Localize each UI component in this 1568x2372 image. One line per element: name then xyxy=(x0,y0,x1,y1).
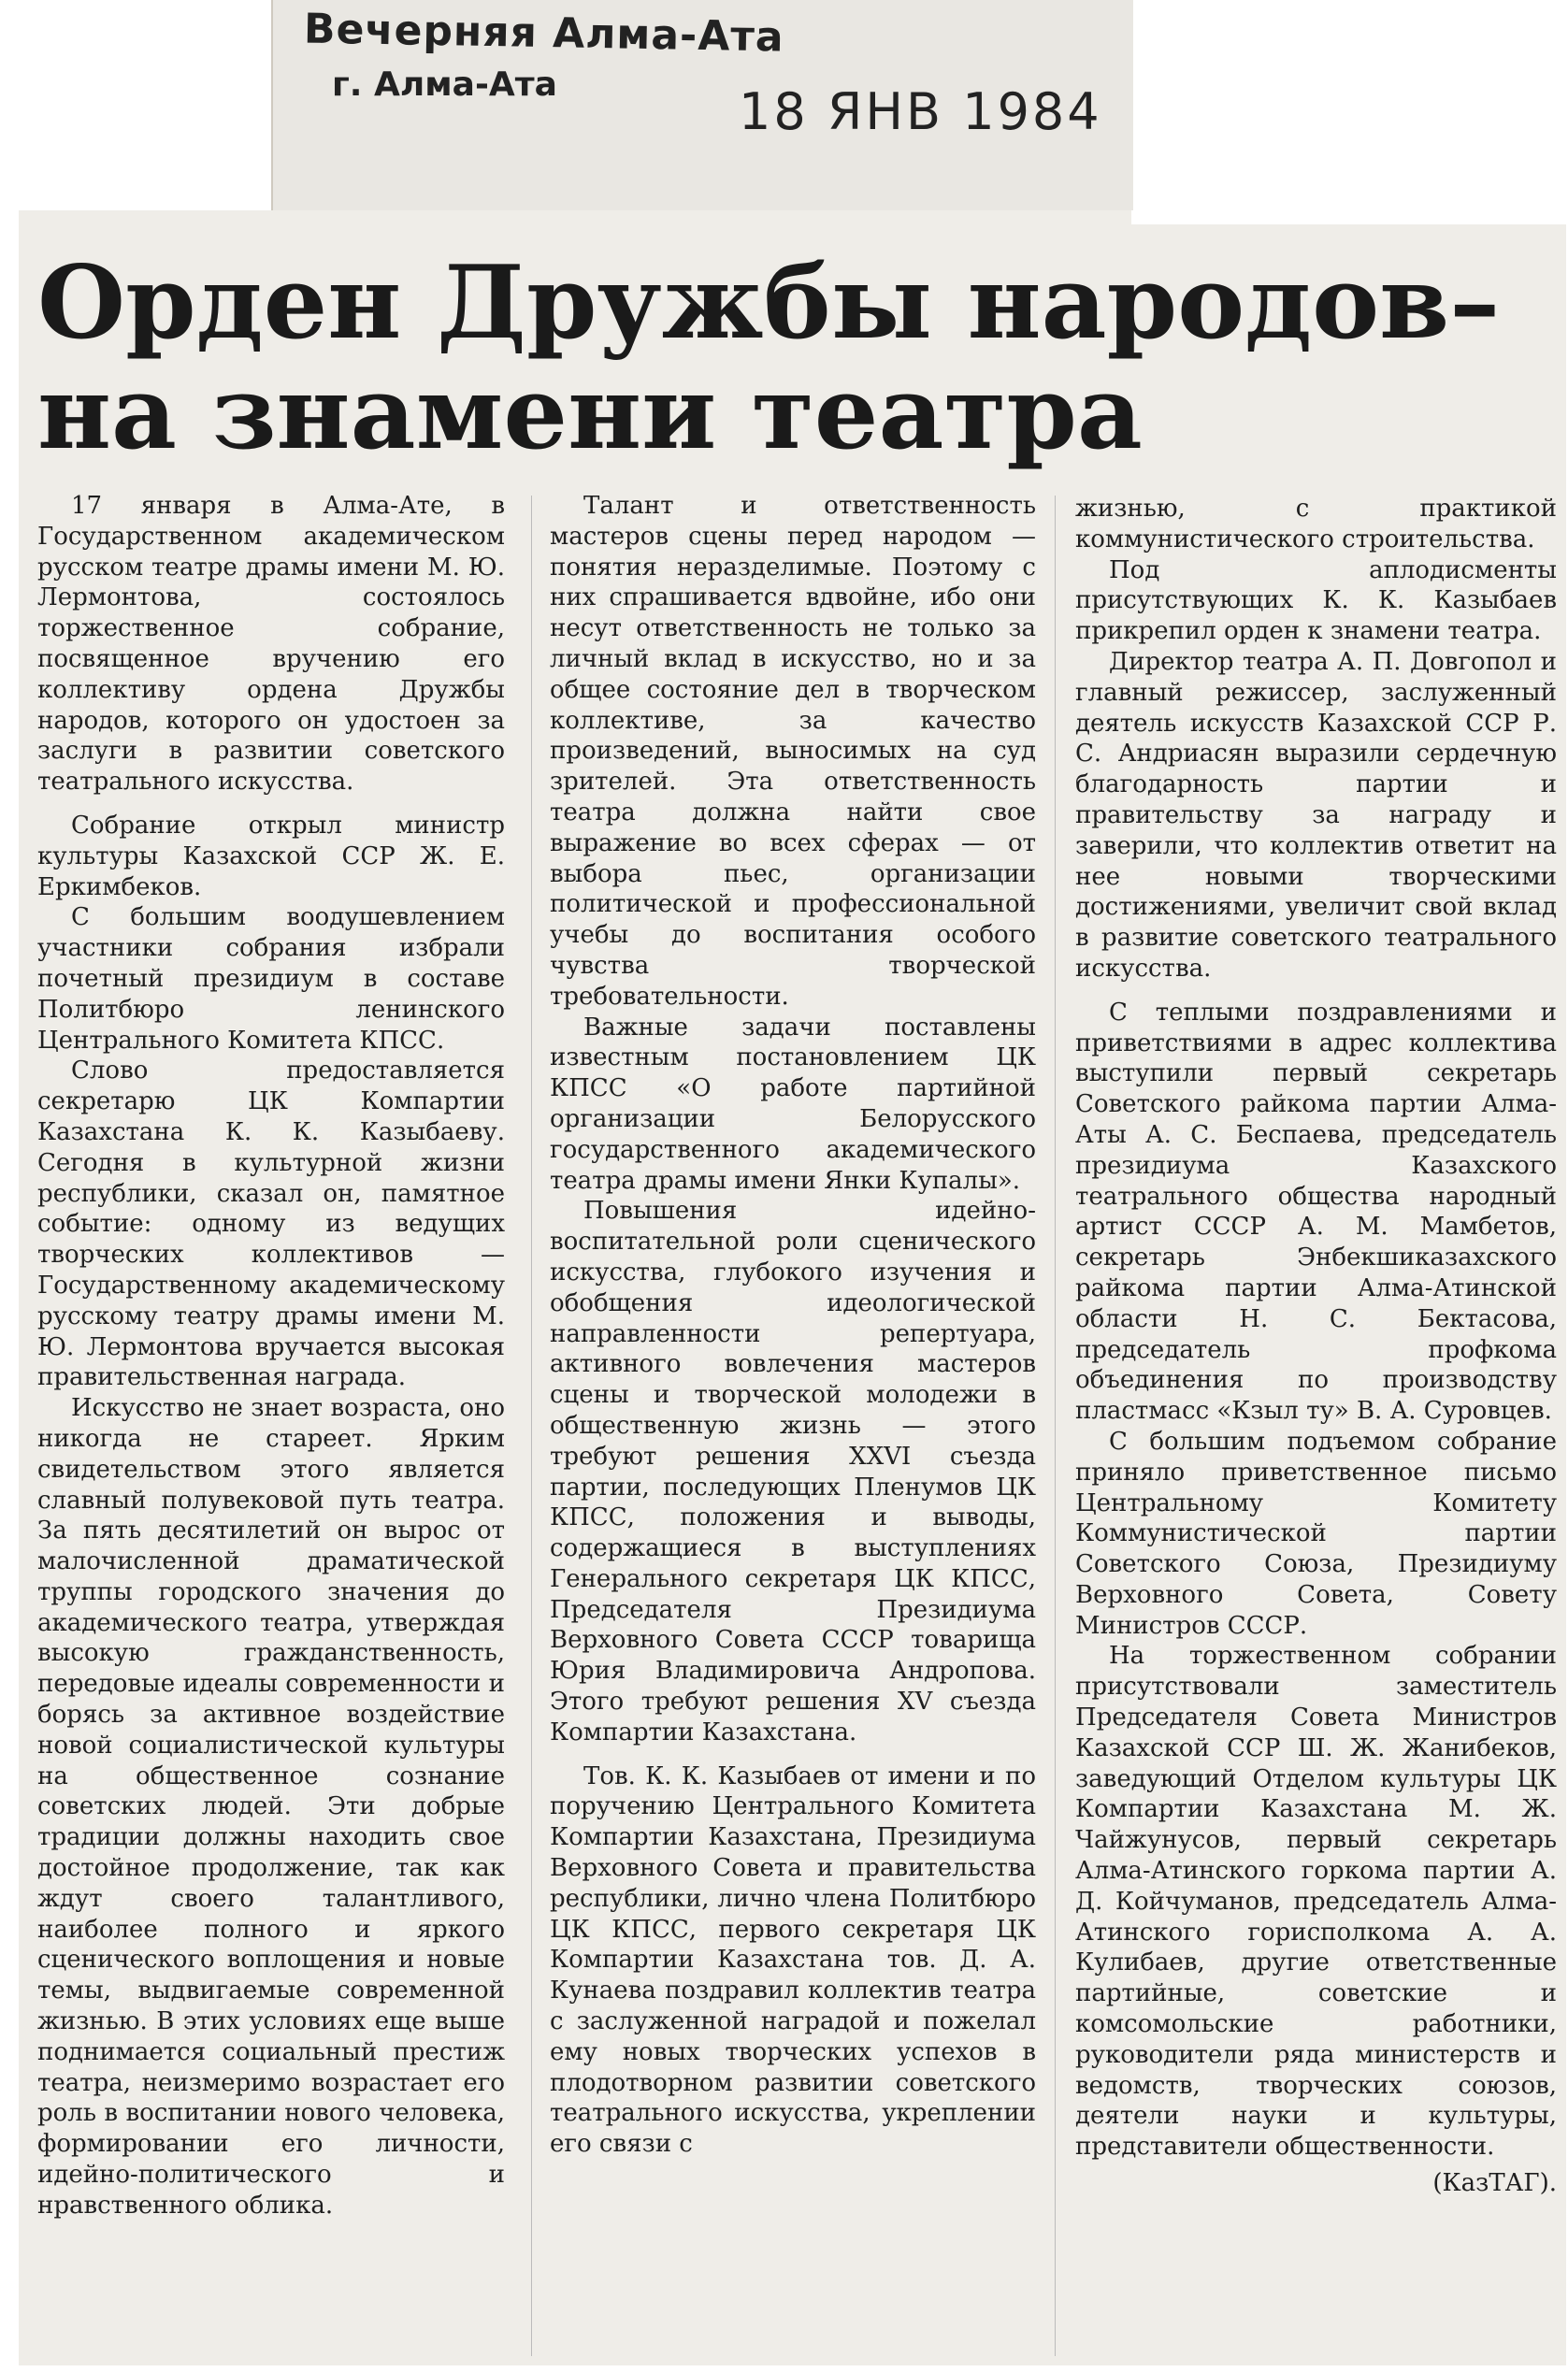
paragraph: С большим подъемом собрание приняло приветственное письмо Центральному Комитету Коммунистической партии Советского Союза, Президиуму Верховного Совета, Совету Министров СССР. xyxy=(1075,1427,1557,1640)
paragraph: Искусство не знает возраста, оно никогда не стареет. Ярким свидетельством этого является славный полувековой путь театра. За пять десятилетий он вырос от малочисленной драматической труппы городского значения до академического театра, утверждая высокую гражданственность, передовые идеалы современности и борясь за активное воздействие новой социалистической культуры на общественное сознание советских людей. Эти добрые традиции должны находить свое достойное продолжение, так как ждут своего талантливого, наиболее полного и яркого сценического воплощения и новые темы, выдвигаемые современной жизнью. В этих условиях еще выше поднимается социальный престиж театра, неизмеримо возрастает его роль в воспитании нового человека, формировании его личности, идейно-политического и нравственного облика. xyxy=(37,1394,505,2220)
paragraph: На торжественном собрании присутствовали заместитель Председателя Совета Министров Казахской ССР Ш. Ж. Жанибеков, заведующий Отделом культуры ЦК Компартии Казахстана М. Ж. Чайжунусов, первый секретарь Алма-Атинского горкома партии А. Д. Койчуманов, председатель Алма-Атинского горисполкома А. А. Кулибаев, другие ответственные партийные, советские и комсомольские работники, руководители ряда министерств и ведомств, творческих союзов, деятели науки и культуры, представители общественности. xyxy=(1075,1642,1557,2162)
paragraph: Директор театра А. П. Довгопол и главный режиссер, заслуженный деятель искусств Казахской ССР Р. С. Андриасян выразили сердечную благодарность партии и правительству за награду и заверили, что коллектив ответит на нее новыми творческими достижениями, увеличит свой вклад в развитие советского театрального искусства. xyxy=(1075,647,1557,983)
column-divider xyxy=(531,496,532,2356)
article-headline xyxy=(37,244,1533,472)
paragraph: Талант и ответственность мастеров сцены перед народом — понятия неразделимые. Поэтому с них спрашивается вдвойне, ибо они несут ответственность не только за личный вклад в искусство, но и за общее состояние дел в творческом коллективе, за качество произведений, выносимых на суд зрителей. Эта ответственность театра должна найти свое выражение во всех сферах — от выбора пьес, организации политической и профессиональной учебы до воспитания особого чувства творческой требовательности. xyxy=(550,492,1036,1011)
paragraph: С теплыми поздравлениями и приветствиями в адрес коллектива выступили первый секретарь Советского райкома партии Алма-Аты А. С. Беспаева, председатель президиума Казахского театрального общества народный артист СССР А. М. Мамбетов, секретарь Энбекшиказахского райкома партии Алма-Атинской области Н. С. Бектасова, председатель профкома объединения по производству пластмасс «Кзыл ту» В. А. Суровцев. xyxy=(1075,998,1557,1426)
column-divider xyxy=(1055,496,1056,2356)
headline-line-1: Орден Дружбы народов– xyxy=(37,244,1501,362)
article-column-3 xyxy=(1075,494,1557,2199)
paragraph: жизнью, с практикой коммунистического строительства. xyxy=(1075,495,1557,553)
stamp-date: 18 ЯНВ 1984 xyxy=(739,82,1102,141)
paragraph: С большим воодушевлением участники собрания избрали почетный президиум в составе Политбюро ленинского Центрального Комитета КПСС. xyxy=(37,903,505,1055)
paragraph: Важные задачи поставлены известным постановлением ЦК КПСС «О работе партийной организации Белорусского государственного академического театра драмы имени Янки Купалы». xyxy=(550,1013,1036,1195)
article-column-1 xyxy=(37,491,505,2221)
article-column-2 xyxy=(550,491,1036,2160)
paragraph: Тов. К. К. Казыбаев от имени и по поручению Центрального Комитета Компартии Казахстана, Президиума Верховного Совета и правительства республики, лично члена Политбюро ЦК КПСС, первого секретаря ЦК Компартии Казахстана тов. Д. А. Кунаева поздравил коллектив театра с заслуженной наградой и пожелал ему новых творческих успехов в плодотворном развитии советского театрального искусства, укреплении его связи с xyxy=(550,1761,1036,2159)
paragraph: 17 января в Алма-Ате, в Государственном академическом русском театре драмы имени М. Ю. Лермонтова, состоялось торжественное собрание, посвященное вручению его коллективу ордена Дружбы народов, которого он удостоен за заслуги в развитии советского театрального искусства. xyxy=(37,492,505,797)
stamp-city: г. Алма-Ата xyxy=(332,65,557,104)
paragraph: Повышения идейно-воспитательной роли сценического искусства, глубокого изучения и обобщения идеологической направленности репертуара, активного вовлечения мастеров сцены и творческой молодежи в общественную жизнь — этого требуют решения XXVI съезда партии, последующих Пленумов ЦК КПСС, положения и выводы, содержащиеся в выступлениях Генерального секретаря ЦК КПСС, Председателя Президиума Верховного Совета СССР товарища Юрия Владимировича Андропова. Этого требуют решения XV съезда Компартии Казахстана. xyxy=(550,1197,1036,1747)
agency-signature: (КазТАГ). xyxy=(1432,2169,1557,2198)
headline-line-2: на знамени театра xyxy=(37,354,1143,472)
paragraph: Слово предоставляется секретарю ЦК Компартии Казахстана К. К. Казыбаеву. Сегодня в культурной жизни республики, сказал он, памятное событие: одному из ведущих творческих коллективов — Государственному академическому русскому театру драмы имени М. Ю. Лермонтова вручается высокая правительственная награда. xyxy=(37,1057,505,1392)
paragraph: Под аплодисменты присутствующих К. К. Казыбаев прикрепил орден к знамени театра. xyxy=(1075,555,1557,646)
paragraph: Собрание открыл министр культуры Казахской ССР Ж. Е. Еркимбеков. xyxy=(37,811,505,901)
stamp-newspaper-name: Вечерняя Алма-Ата xyxy=(303,5,784,62)
